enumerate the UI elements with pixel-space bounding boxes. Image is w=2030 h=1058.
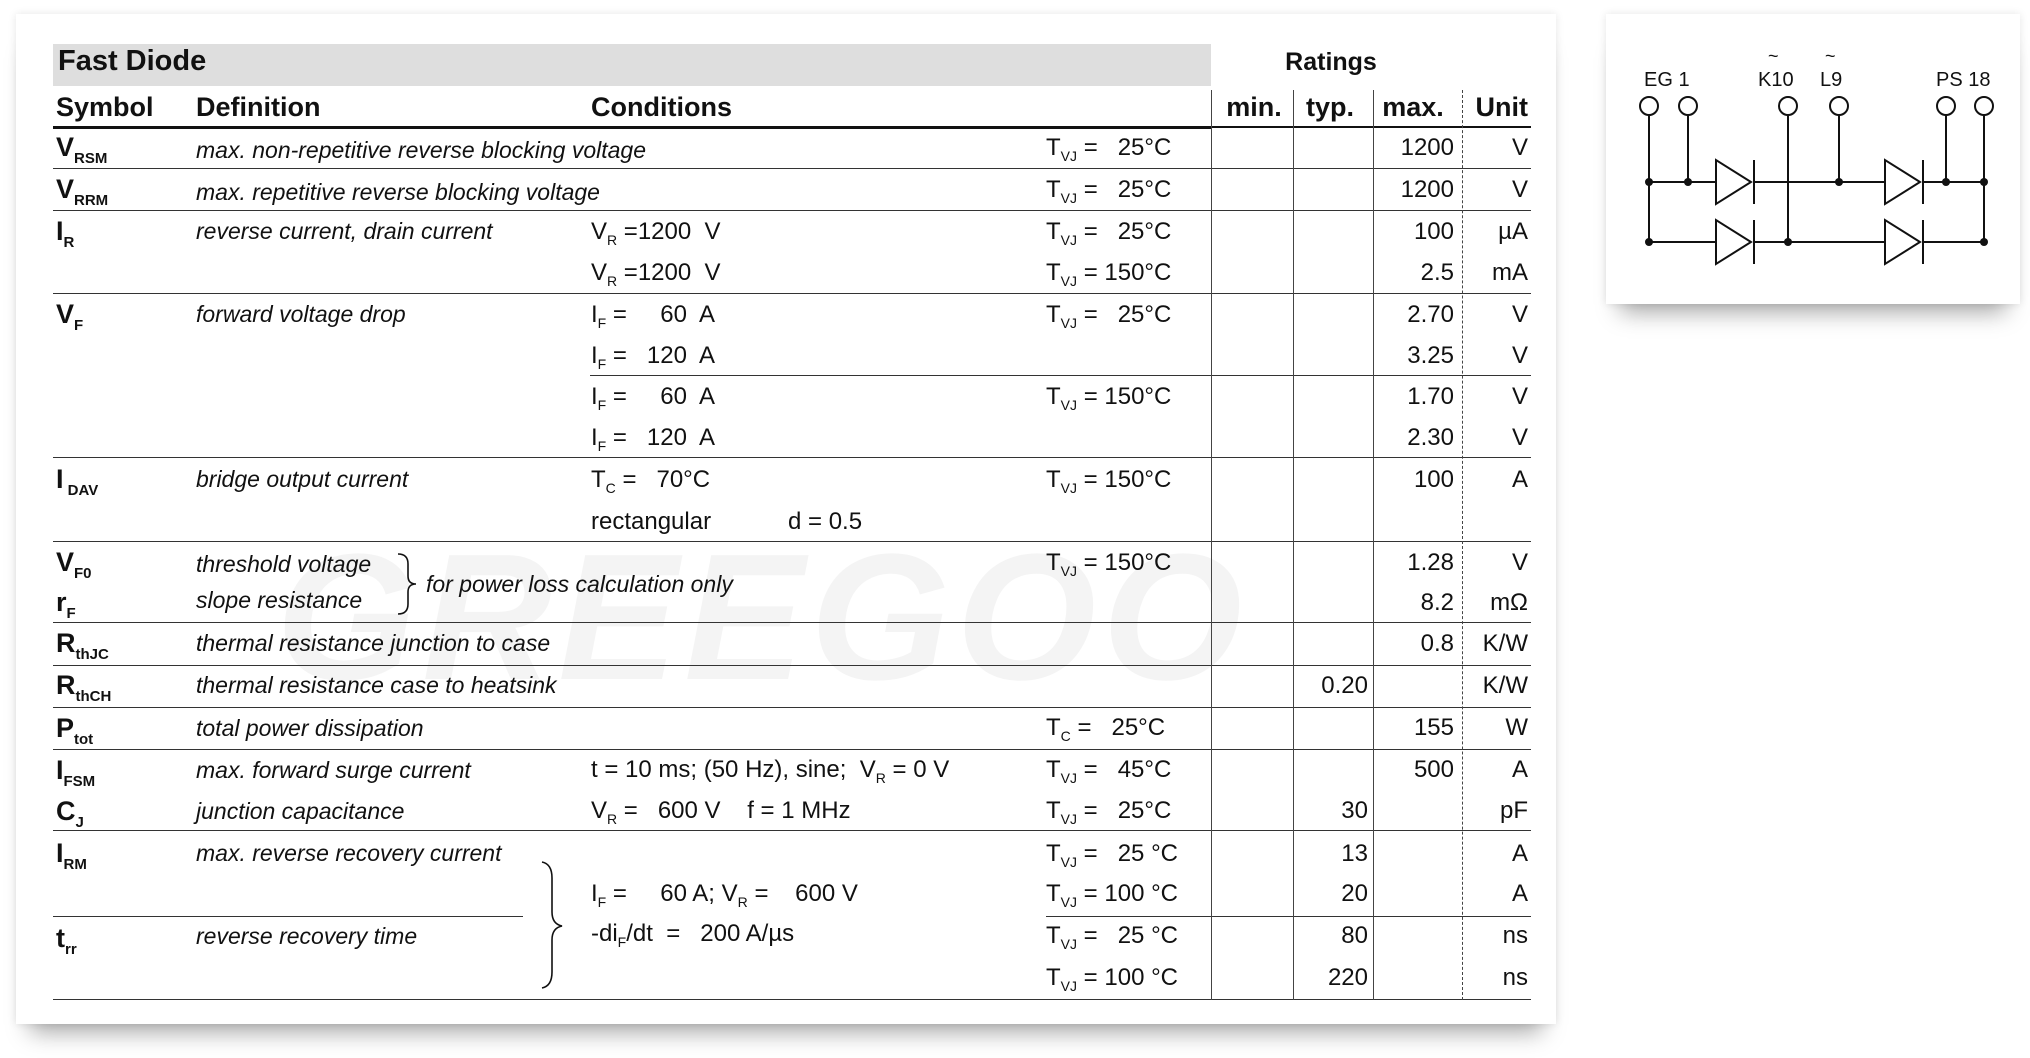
condition-ir-1: $V_R =1200$ V <box>591 218 721 248</box>
definition-irm: max. reverse recovery current <box>196 840 502 866</box>
definition-vf: forward voltage drop <box>196 301 406 327</box>
label-l9: L9 <box>1820 69 1843 91</box>
max-vrrm: 1200 <box>1400 176 1454 203</box>
tvj-vf-1: $T_{VJ} = 25^\circ C$ <box>1046 301 1172 331</box>
symbol-ptot: $P_{tot}$ <box>56 713 94 748</box>
fast-diode-table-card <box>16 14 1556 1024</box>
header-conditions: Conditions <box>591 92 732 122</box>
definition-ifsm: max. forward surge current <box>196 757 471 783</box>
unit-vrrm: V <box>1511 176 1528 203</box>
terminal-l9 <box>1830 97 1848 115</box>
diode-top-left <box>1716 160 1751 204</box>
diode-bottom-right <box>1885 220 1920 264</box>
definition-vrsm: max. non-repetitive reverse blocking voltage <box>196 137 647 163</box>
typ-rthch: 0.20 <box>1321 672 1368 699</box>
definition-ir: reverse current, drain current <box>196 218 493 244</box>
note-power-loss: for power loss calculation only <box>426 571 733 597</box>
unit-vf-4: V <box>1511 424 1528 451</box>
unit-vf0: V <box>1511 549 1528 576</box>
max-vf-1: 2.70 <box>1407 301 1454 328</box>
tvj-ir-1: $T_{VJ} = 25^\circ C$ <box>1046 218 1172 248</box>
max-ptot: 155 <box>1413 714 1454 741</box>
max-idav: 100 <box>1413 466 1454 493</box>
definition-vrrm: max. repetitive reverse blocking voltage <box>196 179 600 205</box>
header-definition: Definition <box>196 92 321 122</box>
condition-ir-2: $V_R =1200$ V <box>591 259 721 289</box>
col-rule-max <box>1373 90 1374 1000</box>
row-divider-partial <box>53 916 523 917</box>
row-divider <box>53 210 1531 211</box>
unit-ptot: W <box>1505 714 1528 741</box>
tvj-idav: $T_{VJ} = 150^\circ C$ <box>1046 466 1172 496</box>
typ-irm-2: 20 <box>1341 880 1368 907</box>
diode-top-right <box>1885 160 1920 204</box>
definition-vf0: threshold voltage <box>196 551 372 577</box>
condition-vf-4: $I_F = 120$ A <box>591 424 715 454</box>
max-rthjc: 0.8 <box>1420 630 1454 657</box>
max-ifsm: 500 <box>1413 756 1454 783</box>
symbol-vrsm: $V_{RSM}$ <box>56 132 108 167</box>
typ-irm-1: 13 <box>1341 840 1368 867</box>
row-divider <box>53 707 1531 708</box>
symbol-ir: $I_R$ <box>56 216 75 251</box>
title-band <box>53 44 1211 86</box>
bridge-schematic <box>1606 14 2020 304</box>
typ-trr-1: 80 <box>1341 922 1368 949</box>
unit-vf-1: V <box>1511 301 1528 328</box>
condition-vf-2: $I_F = 120$ A <box>591 342 715 372</box>
condition-ifsm: t = 10 ms; (50 Hz), sine; $V_R = 0$ V <box>591 756 950 786</box>
condition-irm-didt: $-di_F/dt = 200$ A/µs <box>591 920 795 950</box>
unit-vf-3: V <box>1511 383 1528 410</box>
symbol-trr: $t_{rr}$ <box>56 923 77 958</box>
definition-trr: reverse recovery time <box>196 923 418 949</box>
tvj-vrrm: $T_{VJ} = 25^\circ C$ <box>1046 176 1172 206</box>
terminal-ps18-a <box>1937 97 1955 115</box>
label-ps18: PS 18 <box>1936 69 1991 91</box>
symbol-idav: I $_{DAV}$ <box>56 464 99 499</box>
tvj-irm-2: $T_{VJ} = 100$ °C <box>1046 880 1179 910</box>
row-divider <box>53 749 1531 750</box>
max-ir-2: 2.5 <box>1420 259 1454 286</box>
label-k10: K10 <box>1758 69 1794 91</box>
unit-idav: A <box>1511 466 1528 493</box>
max-vf-3: 1.70 <box>1407 383 1454 410</box>
tc-ptot: $T_C = 25^\circ C$ <box>1046 714 1166 744</box>
row-divider <box>53 168 1531 169</box>
unit-rthch: K/W <box>1482 672 1528 699</box>
unit-rf: mΩ <box>1490 589 1528 616</box>
tvj-trr-2: $T_{VJ} = 100$ °C <box>1046 964 1179 994</box>
header-min: min. <box>1226 92 1282 122</box>
symbol-vf: $V_F$ <box>56 299 84 334</box>
unit-ifsm: A <box>1511 756 1528 783</box>
max-vrsm: 1200 <box>1400 134 1454 161</box>
symbol-ifsm: $I_{FSM}$ <box>56 755 96 790</box>
symbol-vf0: $V_{F0}$ <box>56 547 92 582</box>
definition-idav: bridge output current <box>196 466 409 492</box>
definition-rf: slope resistance <box>196 587 363 613</box>
terminal-eg1-b <box>1679 97 1697 115</box>
tvj-ifsm: $T_{VJ} = 45^\circ C$ <box>1046 756 1172 786</box>
col-rule-min <box>1211 90 1212 1000</box>
row-divider-partial <box>1046 916 1531 917</box>
tvj-vf0: $T_{VJ} = 150^\circ C$ <box>1046 549 1172 579</box>
brace-power-loss <box>394 552 418 616</box>
table-title: Fast Diode <box>58 45 207 77</box>
unit-rthjc: K/W <box>1482 630 1528 657</box>
diode-bottom-left <box>1716 220 1751 264</box>
tvj-irm-1: $T_{VJ} = 25$ °C <box>1046 840 1178 870</box>
header-rule-ratings <box>1211 126 1531 128</box>
definition-cj: junction capacitance <box>196 798 405 824</box>
tilde-k10: ~ <box>1768 46 1779 66</box>
row-divider <box>53 665 1531 666</box>
unit-ir-1: µA <box>1498 218 1528 245</box>
datasheet-table <box>16 14 1556 1024</box>
typ-cj: 30 <box>1341 797 1368 824</box>
condition-idav-tc: $T_C = 70^\circ C$ <box>591 466 711 496</box>
header-typ: typ. <box>1305 92 1354 122</box>
condition-idav-rectangular: rectangular <box>591 508 712 535</box>
symbol-rthch: $R_{thCH}$ <box>56 670 112 705</box>
circuit-diagram-card <box>1606 14 2020 304</box>
header-symbol: Symbol <box>56 92 154 122</box>
terminal-eg1-a <box>1640 97 1658 115</box>
tvj-ir-2: $T_{VJ} = 150^\circ C$ <box>1046 259 1172 289</box>
header-max: max. <box>1382 92 1444 122</box>
condition-cj: $V_R = 600$ V f = 1 MHz <box>591 797 851 827</box>
unit-trr-2: ns <box>1502 964 1528 991</box>
symbol-vrrm: $V_{RRM}$ <box>56 174 109 209</box>
condition-vf-1: $I_F$ = 60 A <box>591 301 715 331</box>
row-divider-partial <box>590 375 1531 376</box>
symbol-rthjc: $R_{thJC}$ <box>56 628 109 663</box>
definition-rthch: thermal resistance case to heatsink <box>196 672 557 698</box>
definition-ptot: total power dissipation <box>196 715 424 741</box>
max-vf-2: 3.25 <box>1407 342 1454 369</box>
unit-irm-1: A <box>1511 840 1528 867</box>
symbol-cj: $C_J$ <box>56 796 84 831</box>
row-divider <box>53 293 1531 294</box>
row-divider <box>53 541 1531 542</box>
max-ir-1: 100 <box>1413 218 1454 245</box>
table-bottom-rule <box>53 999 1531 1000</box>
terminal-ps18-b <box>1975 97 1993 115</box>
typ-trr-2: 220 <box>1327 964 1368 991</box>
tilde-l9: ~ <box>1825 46 1836 66</box>
definition-rthjc: thermal resistance junction to case <box>196 630 551 656</box>
unit-cj: pF <box>1499 797 1528 824</box>
condition-idav-duty: d = 0.5 <box>788 508 863 535</box>
row-divider <box>53 622 1531 623</box>
row-divider <box>53 457 1531 458</box>
max-vf-4: 2.30 <box>1407 424 1454 451</box>
max-rf: 8.2 <box>1420 589 1454 616</box>
terminal-k10 <box>1779 97 1797 115</box>
tvj-vrsm: $T_{VJ} = 25^\circ C$ <box>1046 134 1172 164</box>
header-unit: Unit <box>1475 92 1528 122</box>
condition-vf-3: $I_F$ = 60 A <box>591 383 715 413</box>
tvj-trr-1: $T_{VJ} = 25$ °C <box>1046 922 1178 952</box>
tvj-cj: $T_{VJ} = 25^\circ C$ <box>1046 797 1172 827</box>
unit-trr-1: ns <box>1502 922 1528 949</box>
symbol-rf: $r_F$ <box>56 587 76 622</box>
label-eg1: EG 1 <box>1644 69 1690 91</box>
tvj-vf-3: $T_{VJ} = 150^\circ C$ <box>1046 383 1172 413</box>
brace-recovery <box>538 860 566 990</box>
ratings-heading: Ratings <box>1285 48 1377 76</box>
unit-ir-2: mA <box>1492 259 1528 286</box>
unit-vrsm: V <box>1511 134 1528 161</box>
max-vf0: 1.28 <box>1407 549 1454 576</box>
condition-irm-if: $I_F$ = 60 A; $V_R$ = 600 V <box>591 880 858 910</box>
header-rule <box>53 126 1211 129</box>
unit-irm-2: A <box>1511 880 1528 907</box>
unit-vf-2: V <box>1511 342 1528 369</box>
symbol-irm: $I_{RM}$ <box>56 838 87 873</box>
